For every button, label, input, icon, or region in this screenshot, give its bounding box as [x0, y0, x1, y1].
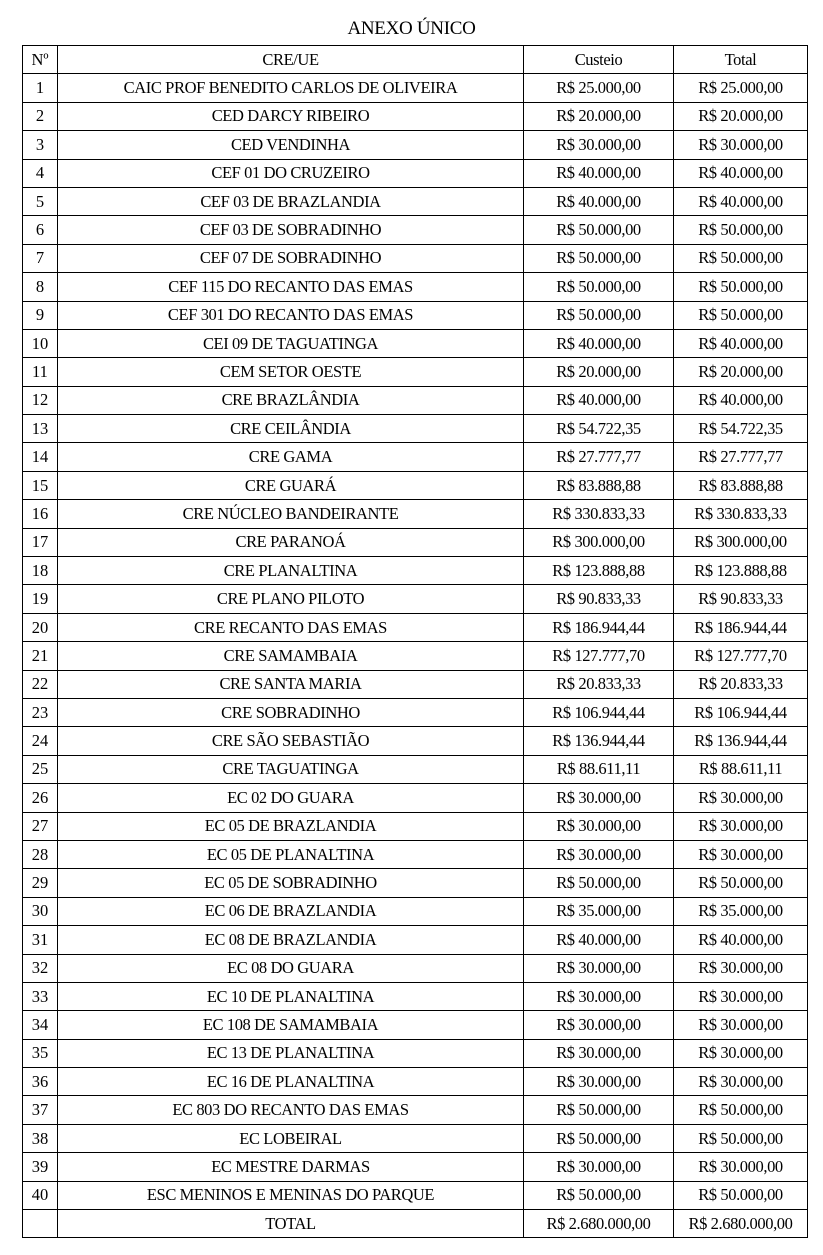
table-row: [23, 187, 808, 215]
row-total: R$ 127.777,70: [674, 642, 808, 670]
table-row: [23, 954, 808, 982]
total-row-total: R$ 2.680.000,00: [674, 1210, 808, 1238]
row-number: 21: [23, 642, 58, 670]
table-row: [23, 1181, 808, 1209]
table-row: [23, 727, 808, 755]
header-total: Total: [674, 46, 808, 74]
row-cre-ue: CRE BRAZLÂNDIA: [58, 386, 524, 414]
row-number: 29: [23, 869, 58, 897]
row-total: R$ 30.000,00: [674, 1039, 808, 1067]
row-cre-ue: EC 13 DE PLANALTINA: [58, 1039, 524, 1067]
row-custeio: R$ 30.000,00: [524, 954, 674, 982]
table-row: [23, 982, 808, 1010]
row-custeio: R$ 186.944,44: [524, 613, 674, 641]
table-row: [23, 216, 808, 244]
row-number: 3: [23, 131, 58, 159]
row-cre-ue: EC 02 DO GUARA: [58, 784, 524, 812]
row-cre-ue: CRE PLANO PILOTO: [58, 585, 524, 613]
row-total: R$ 25.000,00: [674, 74, 808, 102]
row-number: 23: [23, 698, 58, 726]
row-cre-ue: CRE GUARÁ: [58, 471, 524, 499]
row-total: R$ 40.000,00: [674, 329, 808, 357]
row-total: R$ 27.777,77: [674, 443, 808, 471]
row-custeio: R$ 30.000,00: [524, 840, 674, 868]
header-custeio: Custeio: [524, 46, 674, 74]
row-number: 1: [23, 74, 58, 102]
row-total: R$ 20.833,33: [674, 670, 808, 698]
table-row: [23, 358, 808, 386]
table-row: [23, 1011, 808, 1039]
row-cre-ue: CEF 115 DO RECANTO DAS EMAS: [58, 273, 524, 301]
row-custeio: R$ 330.833,33: [524, 500, 674, 528]
row-number: 28: [23, 840, 58, 868]
row-number: 6: [23, 216, 58, 244]
table-row: [23, 102, 808, 130]
table-row: [23, 670, 808, 698]
row-custeio: R$ 25.000,00: [524, 74, 674, 102]
row-number: 20: [23, 613, 58, 641]
row-cre-ue: CED VENDINHA: [58, 131, 524, 159]
table-total-row: [23, 1210, 808, 1238]
row-custeio: R$ 30.000,00: [524, 812, 674, 840]
row-cre-ue: EC 05 DE BRAZLANDIA: [58, 812, 524, 840]
row-custeio: R$ 300.000,00: [524, 528, 674, 556]
row-number: 13: [23, 415, 58, 443]
row-custeio: R$ 20.000,00: [524, 102, 674, 130]
row-cre-ue: EC 05 DE PLANALTINA: [58, 840, 524, 868]
row-custeio: R$ 30.000,00: [524, 1068, 674, 1096]
row-custeio: R$ 123.888,88: [524, 557, 674, 585]
table-row: [23, 926, 808, 954]
row-custeio: R$ 50.000,00: [524, 244, 674, 272]
table-row: [23, 471, 808, 499]
row-custeio: R$ 20.833,33: [524, 670, 674, 698]
row-cre-ue: CRE SÃO SEBASTIÃO: [58, 727, 524, 755]
row-cre-ue: CRE RECANTO DAS EMAS: [58, 613, 524, 641]
row-total: R$ 30.000,00: [674, 954, 808, 982]
row-cre-ue: EC LOBEIRAL: [58, 1124, 524, 1152]
row-custeio: R$ 30.000,00: [524, 982, 674, 1010]
row-total: R$ 50.000,00: [674, 1181, 808, 1209]
row-total: R$ 30.000,00: [674, 784, 808, 812]
table-row: [23, 812, 808, 840]
row-total: R$ 54.722,35: [674, 415, 808, 443]
row-number: 35: [23, 1039, 58, 1067]
row-custeio: R$ 40.000,00: [524, 329, 674, 357]
row-custeio: R$ 54.722,35: [524, 415, 674, 443]
row-total: R$ 106.944,44: [674, 698, 808, 726]
table-row: [23, 386, 808, 414]
table-row: [23, 840, 808, 868]
row-total: R$ 20.000,00: [674, 358, 808, 386]
row-total: R$ 186.944,44: [674, 613, 808, 641]
row-custeio: R$ 40.000,00: [524, 187, 674, 215]
row-total: R$ 50.000,00: [674, 1124, 808, 1152]
row-total: R$ 136.944,44: [674, 727, 808, 755]
row-number: 26: [23, 784, 58, 812]
row-cre-ue: CRE TAGUATINGA: [58, 755, 524, 783]
row-total: R$ 50.000,00: [674, 301, 808, 329]
row-custeio: R$ 40.000,00: [524, 386, 674, 414]
table-row: [23, 642, 808, 670]
row-number: 38: [23, 1124, 58, 1152]
row-cre-ue: CRE PARANOÁ: [58, 528, 524, 556]
row-total: R$ 123.888,88: [674, 557, 808, 585]
table-row: [23, 1153, 808, 1181]
row-cre-ue: EC 08 DO GUARA: [58, 954, 524, 982]
row-custeio: R$ 20.000,00: [524, 358, 674, 386]
row-custeio: R$ 136.944,44: [524, 727, 674, 755]
row-cre-ue: CEM SETOR OESTE: [58, 358, 524, 386]
row-custeio: R$ 30.000,00: [524, 784, 674, 812]
row-number: 27: [23, 812, 58, 840]
row-cre-ue: CRE PLANALTINA: [58, 557, 524, 585]
row-number: 25: [23, 755, 58, 783]
row-number: 4: [23, 159, 58, 187]
row-number: 8: [23, 273, 58, 301]
row-custeio: R$ 30.000,00: [524, 131, 674, 159]
row-cre-ue: CAIC PROF BENEDITO CARLOS DE OLIVEIRA: [58, 74, 524, 102]
row-cre-ue: CEF 01 DO CRUZEIRO: [58, 159, 524, 187]
row-custeio: R$ 50.000,00: [524, 869, 674, 897]
row-total: R$ 50.000,00: [674, 869, 808, 897]
table-row: [23, 869, 808, 897]
table-row: [23, 1096, 808, 1124]
row-custeio: R$ 30.000,00: [524, 1011, 674, 1039]
row-total: R$ 83.888,88: [674, 471, 808, 499]
row-number: 7: [23, 244, 58, 272]
row-cre-ue: EC MESTRE DARMAS: [58, 1153, 524, 1181]
row-custeio: R$ 40.000,00: [524, 159, 674, 187]
row-cre-ue: CED DARCY RIBEIRO: [58, 102, 524, 130]
table-row: [23, 131, 808, 159]
row-number: 2: [23, 102, 58, 130]
row-cre-ue: EC 108 DE SAMAMBAIA: [58, 1011, 524, 1039]
row-custeio: R$ 83.888,88: [524, 471, 674, 499]
table-row: [23, 159, 808, 187]
row-custeio: R$ 127.777,70: [524, 642, 674, 670]
row-total: R$ 20.000,00: [674, 102, 808, 130]
row-number: 9: [23, 301, 58, 329]
row-number: 17: [23, 528, 58, 556]
row-custeio: R$ 50.000,00: [524, 216, 674, 244]
row-number: 18: [23, 557, 58, 585]
header-cre-ue: CRE/UE: [58, 46, 524, 74]
row-total: R$ 30.000,00: [674, 1011, 808, 1039]
row-custeio: R$ 50.000,00: [524, 1096, 674, 1124]
row-custeio: R$ 30.000,00: [524, 1153, 674, 1181]
row-number: 31: [23, 926, 58, 954]
table-row: [23, 784, 808, 812]
row-cre-ue: EC 08 DE BRAZLANDIA: [58, 926, 524, 954]
row-total: R$ 50.000,00: [674, 244, 808, 272]
row-total: R$ 35.000,00: [674, 897, 808, 925]
row-number: 36: [23, 1068, 58, 1096]
table-row: [23, 443, 808, 471]
row-cre-ue: CRE NÚCLEO BANDEIRANTE: [58, 500, 524, 528]
table-row: [23, 500, 808, 528]
total-row-number: [23, 1210, 58, 1238]
row-custeio: R$ 88.611,11: [524, 755, 674, 783]
row-total: R$ 50.000,00: [674, 273, 808, 301]
row-number: 16: [23, 500, 58, 528]
row-custeio: R$ 30.000,00: [524, 1039, 674, 1067]
row-total: R$ 40.000,00: [674, 386, 808, 414]
row-number: 11: [23, 358, 58, 386]
table-row: [23, 1124, 808, 1152]
row-custeio: R$ 50.000,00: [524, 1124, 674, 1152]
row-number: 37: [23, 1096, 58, 1124]
row-cre-ue: ESC MENINOS E MENINAS DO PARQUE: [58, 1181, 524, 1209]
row-cre-ue: CRE CEILÂNDIA: [58, 415, 524, 443]
row-cre-ue: CEF 03 DE SOBRADINHO: [58, 216, 524, 244]
row-custeio: R$ 35.000,00: [524, 897, 674, 925]
table-row: [23, 698, 808, 726]
row-custeio: R$ 90.833,33: [524, 585, 674, 613]
row-total: R$ 88.611,11: [674, 755, 808, 783]
row-number: 33: [23, 982, 58, 1010]
row-total: R$ 40.000,00: [674, 159, 808, 187]
row-cre-ue: CEI 09 DE TAGUATINGA: [58, 329, 524, 357]
row-total: R$ 50.000,00: [674, 216, 808, 244]
row-cre-ue: CRE GAMA: [58, 443, 524, 471]
row-cre-ue: CEF 03 DE BRAZLANDIA: [58, 187, 524, 215]
table-row: [23, 755, 808, 783]
row-total: R$ 30.000,00: [674, 1068, 808, 1096]
row-number: 34: [23, 1011, 58, 1039]
table-row: [23, 301, 808, 329]
table-row: [23, 585, 808, 613]
row-number: 15: [23, 471, 58, 499]
row-total: R$ 30.000,00: [674, 131, 808, 159]
row-cre-ue: CRE SOBRADINHO: [58, 698, 524, 726]
total-row-label: TOTAL: [58, 1210, 524, 1238]
row-total: R$ 30.000,00: [674, 840, 808, 868]
row-cre-ue: CEF 301 DO RECANTO DAS EMAS: [58, 301, 524, 329]
row-cre-ue: CRE SAMAMBAIA: [58, 642, 524, 670]
row-number: 14: [23, 443, 58, 471]
row-number: 30: [23, 897, 58, 925]
row-total: R$ 30.000,00: [674, 982, 808, 1010]
row-total: R$ 40.000,00: [674, 187, 808, 215]
row-number: 10: [23, 329, 58, 357]
row-total: R$ 300.000,00: [674, 528, 808, 556]
row-number: 39: [23, 1153, 58, 1181]
row-cre-ue: EC 06 DE BRAZLANDIA: [58, 897, 524, 925]
row-custeio: R$ 40.000,00: [524, 926, 674, 954]
total-row-custeio: R$ 2.680.000,00: [524, 1210, 674, 1238]
row-number: 19: [23, 585, 58, 613]
row-custeio: R$ 106.944,44: [524, 698, 674, 726]
table-row: [23, 415, 808, 443]
row-custeio: R$ 27.777,77: [524, 443, 674, 471]
table-row: [23, 244, 808, 272]
row-cre-ue: CRE SANTA MARIA: [58, 670, 524, 698]
row-total: R$ 90.833,33: [674, 585, 808, 613]
row-custeio: R$ 50.000,00: [524, 1181, 674, 1209]
table-header-row: [23, 46, 808, 74]
row-total: R$ 40.000,00: [674, 926, 808, 954]
table-row: [23, 74, 808, 102]
document-title: ANEXO ÚNICO: [347, 18, 476, 39]
row-number: 5: [23, 187, 58, 215]
allocation-table: [22, 45, 808, 1238]
row-number: 12: [23, 386, 58, 414]
row-custeio: R$ 50.000,00: [524, 301, 674, 329]
row-total: R$ 330.833,33: [674, 500, 808, 528]
row-cre-ue: EC 10 DE PLANALTINA: [58, 982, 524, 1010]
table-row: [23, 528, 808, 556]
row-number: 32: [23, 954, 58, 982]
table-row: [23, 557, 808, 585]
row-number: 24: [23, 727, 58, 755]
row-total: R$ 50.000,00: [674, 1096, 808, 1124]
row-cre-ue: EC 16 DE PLANALTINA: [58, 1068, 524, 1096]
row-cre-ue: EC 803 DO RECANTO DAS EMAS: [58, 1096, 524, 1124]
header-number: Nº: [23, 46, 58, 74]
table-row: [23, 273, 808, 301]
table-row: [23, 1068, 808, 1096]
table-row: [23, 329, 808, 357]
table-row: [23, 1039, 808, 1067]
row-cre-ue: EC 05 DE SOBRADINHO: [58, 869, 524, 897]
table-body: [23, 74, 808, 1210]
row-total: R$ 30.000,00: [674, 1153, 808, 1181]
row-cre-ue: CEF 07 DE SOBRADINHO: [58, 244, 524, 272]
row-custeio: R$ 50.000,00: [524, 273, 674, 301]
row-total: R$ 30.000,00: [674, 812, 808, 840]
row-number: 40: [23, 1181, 58, 1209]
table-row: [23, 897, 808, 925]
row-number: 22: [23, 670, 58, 698]
table-row: [23, 613, 808, 641]
